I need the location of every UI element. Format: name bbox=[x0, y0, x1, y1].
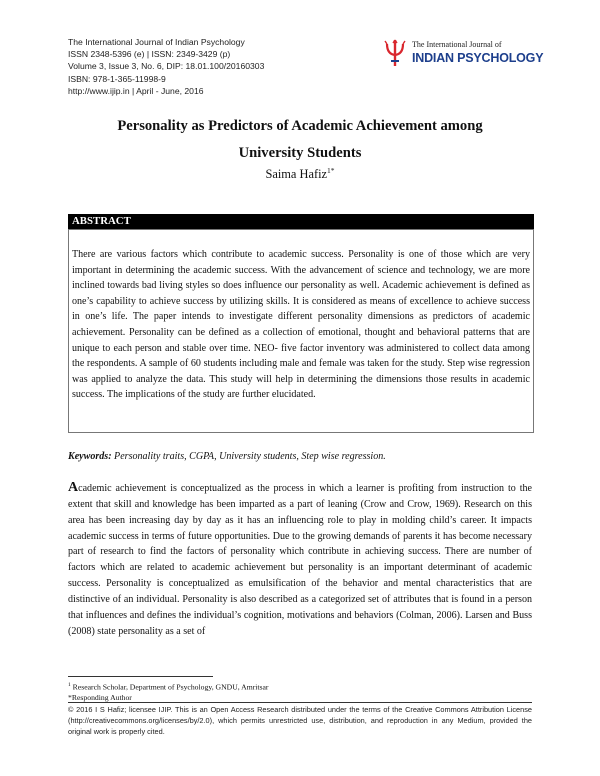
author bbox=[60, 166, 540, 182]
footnotes bbox=[68, 680, 532, 704]
footnote-affiliation: Research Scholar, Department of Psychology, GNDU, Amritsar bbox=[70, 682, 269, 692]
author-marks: 1* bbox=[327, 166, 335, 175]
logo-small-text: The International Journal of bbox=[412, 40, 502, 49]
journal-name: The International Journal of Indian Psychology bbox=[68, 37, 245, 47]
keywords bbox=[68, 451, 538, 462]
keywords-label: Keywords: bbox=[68, 451, 112, 462]
footnote-responding: *Responding Author bbox=[68, 693, 132, 703]
isbn-line: ISBN: 978-1-365-11998-9 bbox=[68, 73, 166, 84]
footnote-affiliation-line bbox=[68, 680, 532, 693]
abstract-heading: ABSTRACT bbox=[72, 215, 131, 227]
body-paragraph bbox=[68, 480, 532, 639]
journal-info bbox=[68, 36, 368, 97]
url-date-line[interactable]: http://www.ijip.in | April - June, 2016 bbox=[68, 85, 204, 96]
license-divider bbox=[68, 702, 532, 703]
license-text: © 2016 I S Hafiz; licensee IJIP. This is an Open Access Research distributed under the terms of the Creative Commons Attribution License (http://creativecommons.org/licenses/by/2.0), which permits unrestricted use, distribution, and reproduction in any Medium, provided the original work is properly cited. bbox=[68, 705, 532, 736]
logo-title: INDIAN PSYCHOLOGY bbox=[412, 51, 544, 65]
author-name: Saima Hafiz bbox=[265, 167, 328, 182]
keywords-text: Personality traits, CGPA, University students, Step wise regression. bbox=[111, 451, 386, 462]
paper-title-line-1: Personality as Predictors of Academic Achievement among bbox=[117, 118, 483, 134]
issn-line: ISSN 2348-5396 (e) | ISSN: 2349-3429 (p) bbox=[68, 49, 231, 60]
drop-cap: A bbox=[68, 480, 79, 495]
footnote-divider bbox=[68, 676, 213, 677]
trident-logo-icon bbox=[384, 38, 406, 68]
volume-line: Volume 3, Issue 3, No. 6, DIP: 18.01.100/20160303 bbox=[68, 61, 265, 72]
journal-logo bbox=[384, 38, 544, 74]
abstract-heading-bar bbox=[68, 214, 534, 229]
body-paragraph-text: cademic achievement is conceptualized as the process in which a learner is profiting from instruction to the extent that skill and knowledge has been imparted as a part of leaning (Crow and Crow, 1969). Research on this area has been increasing day by day as it has an influencing role to play in molding child’s career. It impacts academic success in terms of future opportunities. Due to the growing demands of parents it has become necessary part of research to find the factors of personality which contribute in achieving success. There are number of factors which are related to academic achievement but personality is an important determinant of academic success. Personality is conceptualized as emulsification of the behavior and mental characteristics that are distinctive of an individual. Personality is also described as a categorized set of attributes that is found in a person that influences and defines the individual’s cognition, motivations and behaviors (Colman, 2006). Larsen and Buss (2008) state personality as a set of bbox=[68, 483, 532, 637]
abstract-text: There are various factors which contribute to academic success. Personality is one of those which are very important in determining the academic success. With the advancement of science and technology, we are more inclined towards bad living styles so does influence our personality as well. Academic achievement is defined as one’s capability to achieve success by utilizing skills. It is considered as means of excellence to achieve success in one’s life. The paper intends to investigate different personality dimensions as predictors of academic achievement. Personality can be defined as a collection of emotional, thought and behavioral patterns that are unique to each person and stable over time. NEO- five factor inventory was administered to collect data among the respondents. A sample of 60 students including male and female was taken for the study. Step wise regression was applied to analyze the data. This study will help in determining the dimensions those results in academic success. The implications of the study are further elucidated. bbox=[72, 249, 530, 401]
paper-title-line-2: University Students bbox=[238, 145, 362, 161]
footnote-mark: 1 bbox=[68, 682, 71, 688]
